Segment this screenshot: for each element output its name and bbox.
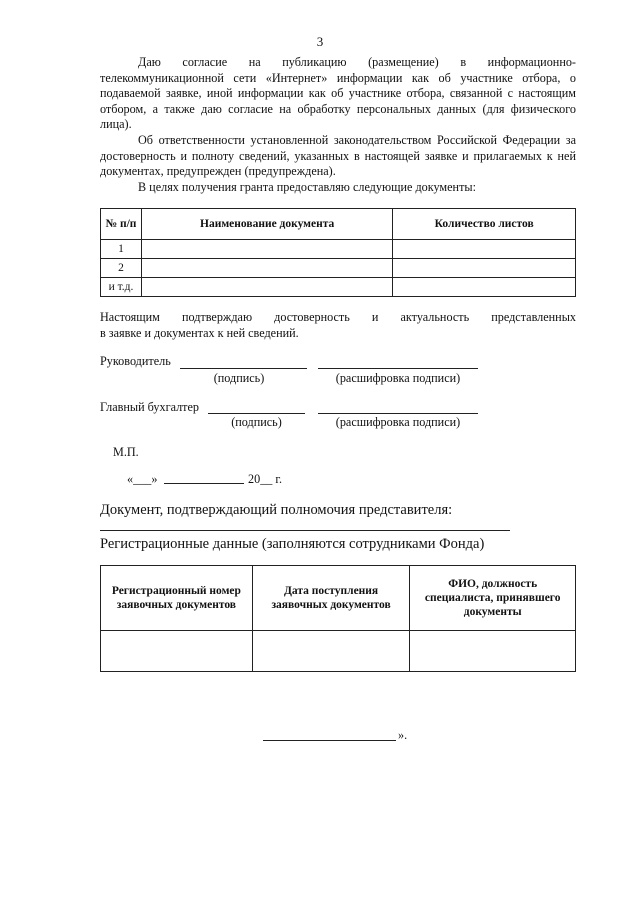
registration-heading: Регистрационные данные (заполняются сотрудниками Фонда) <box>100 536 485 552</box>
header-specialist: ФИО, должность специалиста, принявшего документы <box>410 566 576 631</box>
row-number: и т.д. <box>101 278 142 297</box>
document-name-cell[interactable] <box>141 278 392 297</box>
table-row <box>101 240 576 259</box>
accountant-decoding-line[interactable] <box>318 413 478 414</box>
specialist-cell[interactable] <box>410 631 576 672</box>
row-number: 1 <box>101 240 142 259</box>
document-name-cell[interactable] <box>141 259 392 278</box>
date-day[interactable]: «___» <box>127 472 158 486</box>
responsibility-paragraph: Об ответственности установленной законодательством Российской Федерации за достоверность и полноту сведений, указанных в настоящей заявке и прилагаемых к ней документах, предупрежден (предупреждена). <box>100 133 576 178</box>
table-row <box>101 259 576 278</box>
representative-heading: Документ, подтверждающий полномочия представителя: <box>100 502 453 518</box>
table-row <box>101 278 576 297</box>
sheet-count-cell[interactable] <box>393 240 576 259</box>
date-month-line[interactable] <box>164 483 244 484</box>
document-name-cell[interactable] <box>141 240 392 259</box>
representative-line[interactable] <box>100 530 510 531</box>
stamp-place: М.П. <box>113 445 139 459</box>
registration-table-header <box>101 566 576 631</box>
header-registration-number: Регистрационный номер заявочных документов <box>101 566 253 631</box>
registration-table <box>100 565 576 672</box>
registration-number-cell[interactable] <box>101 631 253 672</box>
director-decoding-line[interactable] <box>318 368 478 369</box>
header-document-name: Наименование документа <box>141 209 392 240</box>
sheet-count-cell[interactable] <box>393 259 576 278</box>
director-signature-caption: (подпись) <box>213 371 265 385</box>
consent-first-line: Даю согласие на публикацию (размещение) в информационно- <box>138 55 576 69</box>
closing-line[interactable] <box>263 740 396 741</box>
row-number: 2 <box>101 259 142 278</box>
documents-table <box>100 208 576 297</box>
header-sheet-count: Количество листов <box>393 209 576 240</box>
documents-intro: В целях получения гранта предоставляю следующие документы: <box>138 180 476 194</box>
header-number: № п/п <box>101 209 142 240</box>
director-label: Руководитель <box>100 354 171 368</box>
accountant-signature-caption: (подпись) <box>231 415 282 429</box>
documents-table-header <box>101 209 576 240</box>
accountant-label: Главный бухгалтер <box>100 400 200 414</box>
consent-paragraph: телекоммуникационной сети «Интернет» информации как об участнике отбора, о подаваемой заявке, иной информации как об участнике отбора, связанной с настоящим отбором, а также даю согласие на обработку персональных данных (для физического лица). <box>100 70 576 131</box>
table-row <box>101 631 576 672</box>
page-number: 3 <box>316 34 324 49</box>
accountant-decoding-caption: (расшифровка подписи) <box>335 415 461 429</box>
receipt-date-cell[interactable] <box>252 631 410 672</box>
closing-mark: ». <box>398 728 408 742</box>
date-year[interactable]: 20__ г. <box>248 472 283 486</box>
accountant-signature-line[interactable] <box>208 413 305 414</box>
director-signature-line[interactable] <box>180 368 307 369</box>
director-decoding-caption: (расшифровка подписи) <box>335 371 461 385</box>
confirm-first-line: Настоящим подтверждаю достоверность и актуальность представленных <box>100 310 576 324</box>
sheet-count-cell[interactable] <box>393 278 576 297</box>
header-receipt-date: Дата поступления заявочных документов <box>252 566 410 631</box>
confirm-paragraph: в заявке и документах к ней сведений. <box>100 325 299 340</box>
